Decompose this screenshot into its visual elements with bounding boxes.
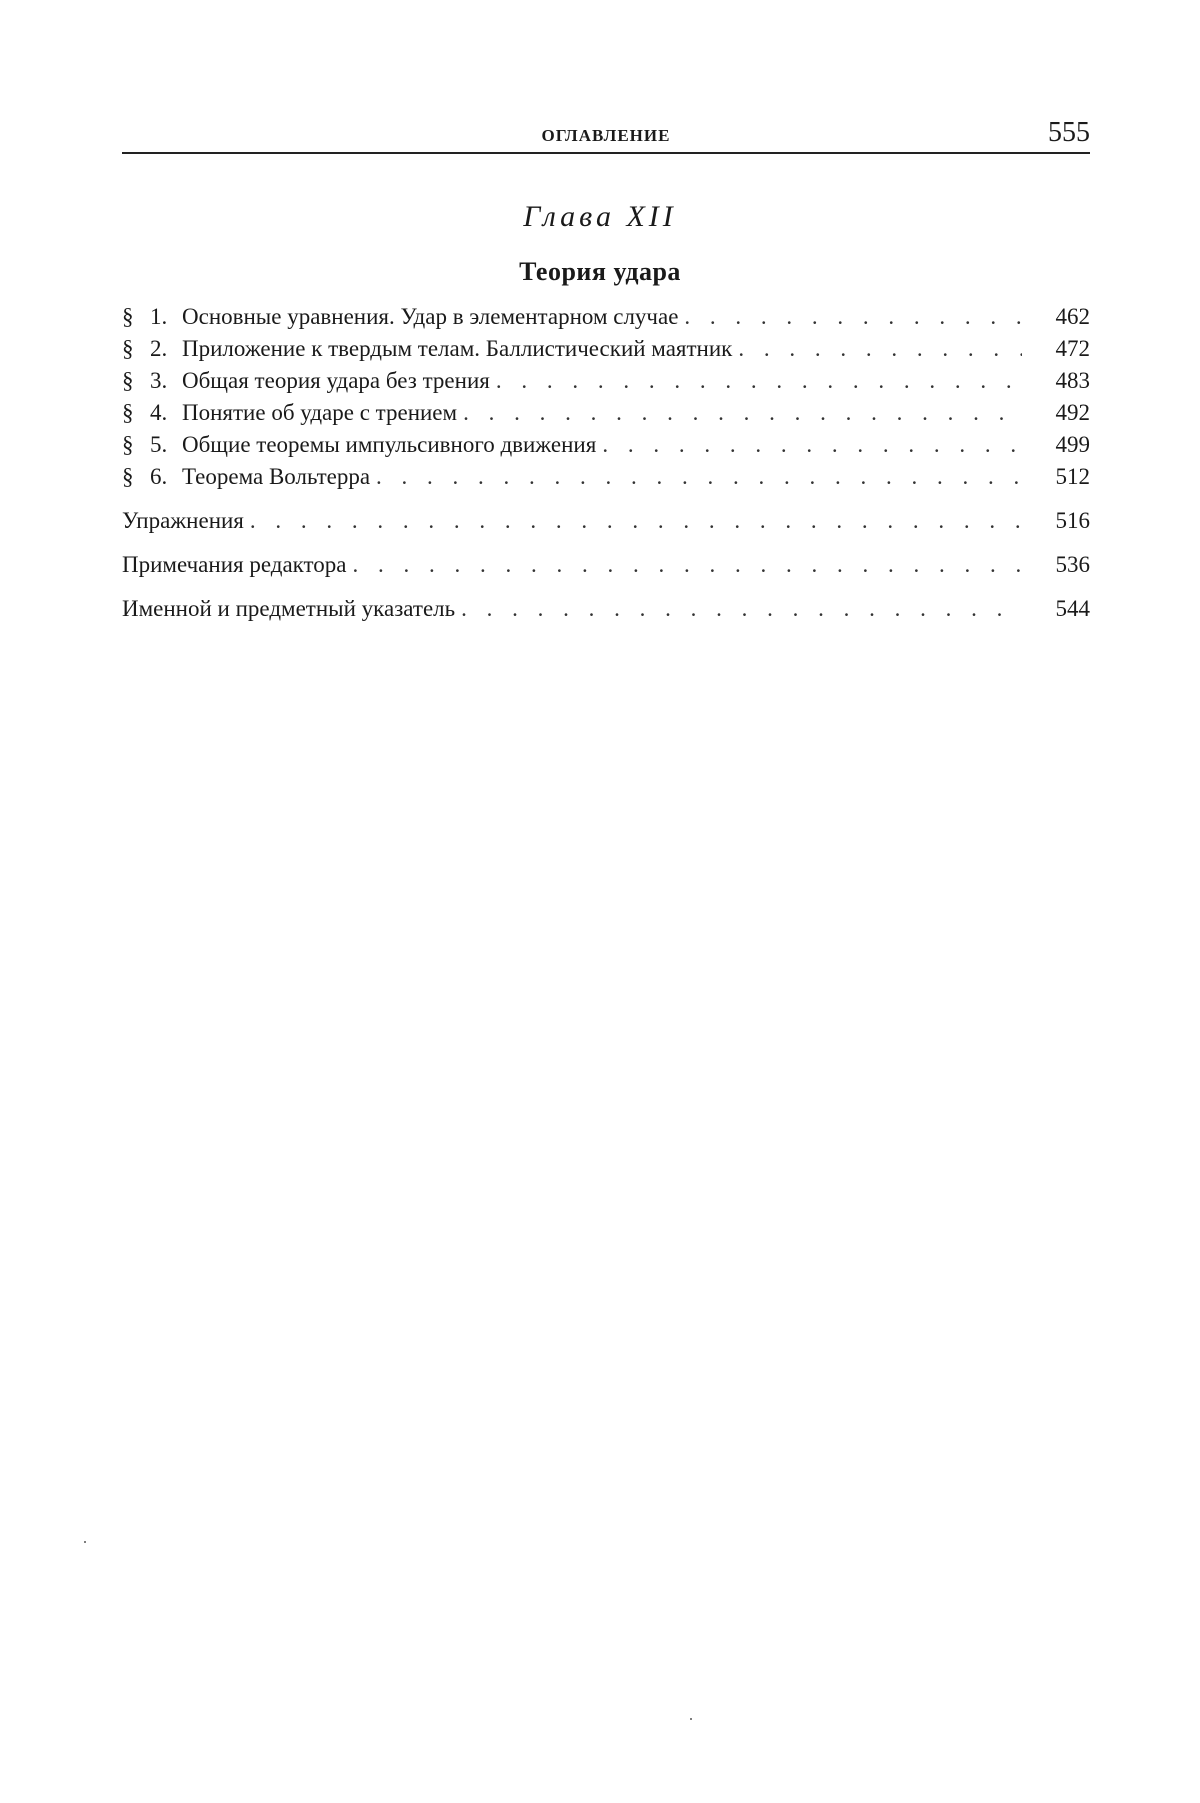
header-rule bbox=[122, 152, 1090, 154]
toc-entry-title: Общие теоремы импульсивного движения bbox=[182, 432, 597, 457]
toc-entry-page: 492 bbox=[1055, 400, 1090, 425]
toc-entry-page: 544 bbox=[1055, 596, 1090, 621]
toc-entry-title: Основные уравнения. Удар в элементарном случае bbox=[182, 304, 679, 329]
toc-entry-title: Теорема Вольтерра bbox=[182, 464, 371, 489]
toc-entry-section-1[interactable] bbox=[122, 301, 1090, 333]
dot-leader bbox=[352, 549, 1022, 581]
table-of-contents bbox=[122, 301, 1090, 625]
toc-entry-page: 536 bbox=[1055, 552, 1090, 577]
toc-entry-page: 462 bbox=[1055, 304, 1090, 329]
toc-entry-title: Приложение к твердым телам. Баллистический маятник bbox=[182, 336, 733, 361]
toc-entry-page: 512 bbox=[1055, 464, 1090, 489]
toc-entry-title: Понятие об ударе с трением bbox=[182, 400, 458, 425]
dot-leader bbox=[496, 365, 1022, 397]
dot-leader bbox=[461, 593, 1022, 625]
dot-leader bbox=[684, 301, 1022, 333]
running-head bbox=[122, 114, 1090, 154]
section-number: 3. bbox=[150, 368, 168, 393]
dot-leader bbox=[738, 333, 1022, 365]
section-number: 6. bbox=[150, 464, 168, 489]
toc-entry-page: 499 bbox=[1055, 432, 1090, 457]
toc-entry-section-2[interactable] bbox=[122, 333, 1090, 365]
toc-entry-section-4[interactable] bbox=[122, 397, 1090, 429]
section-number: 1. bbox=[150, 304, 168, 329]
toc-entry-page: 472 bbox=[1055, 336, 1090, 361]
dot-leader bbox=[250, 505, 1022, 537]
toc-entry-section-5[interactable] bbox=[122, 429, 1090, 461]
section-sign: § bbox=[122, 336, 134, 361]
scan-speck bbox=[690, 1718, 692, 1720]
toc-entry-title: Упражнения bbox=[122, 508, 244, 533]
section-sign: § bbox=[122, 304, 134, 329]
toc-entry-exercises[interactable] bbox=[122, 505, 1090, 537]
toc-entry-section-3[interactable] bbox=[122, 365, 1090, 397]
toc-entry-page: 483 bbox=[1055, 368, 1090, 393]
dot-leader bbox=[376, 461, 1022, 493]
toc-entry-editor-notes[interactable] bbox=[122, 549, 1090, 581]
page-number: 555 bbox=[1048, 117, 1090, 148]
section-sign: § bbox=[122, 432, 134, 457]
section-number: 2. bbox=[150, 336, 168, 361]
dot-leader bbox=[463, 397, 1022, 429]
toc-entry-title: Общая теория удара без трения bbox=[182, 368, 490, 393]
section-sign: § bbox=[122, 400, 134, 425]
section-sign: § bbox=[122, 464, 134, 489]
toc-entry-index[interactable] bbox=[122, 593, 1090, 625]
section-number: 5. bbox=[150, 432, 168, 457]
chapter-label: Глава XII bbox=[523, 200, 677, 233]
chapter-title: Теория удара bbox=[519, 257, 681, 286]
section-sign: § bbox=[122, 368, 134, 393]
toc-entry-title: Именной и предметный указатель bbox=[122, 596, 456, 621]
dot-leader bbox=[602, 429, 1022, 461]
scan-speck bbox=[84, 1541, 86, 1543]
toc-entry-section-6[interactable] bbox=[122, 461, 1090, 493]
running-head-title: ОГЛАВЛЕНИЕ bbox=[541, 126, 671, 145]
section-number: 4. bbox=[150, 400, 168, 425]
toc-entry-title: Примечания редактора bbox=[122, 552, 347, 577]
toc-entry-page: 516 bbox=[1055, 508, 1090, 533]
